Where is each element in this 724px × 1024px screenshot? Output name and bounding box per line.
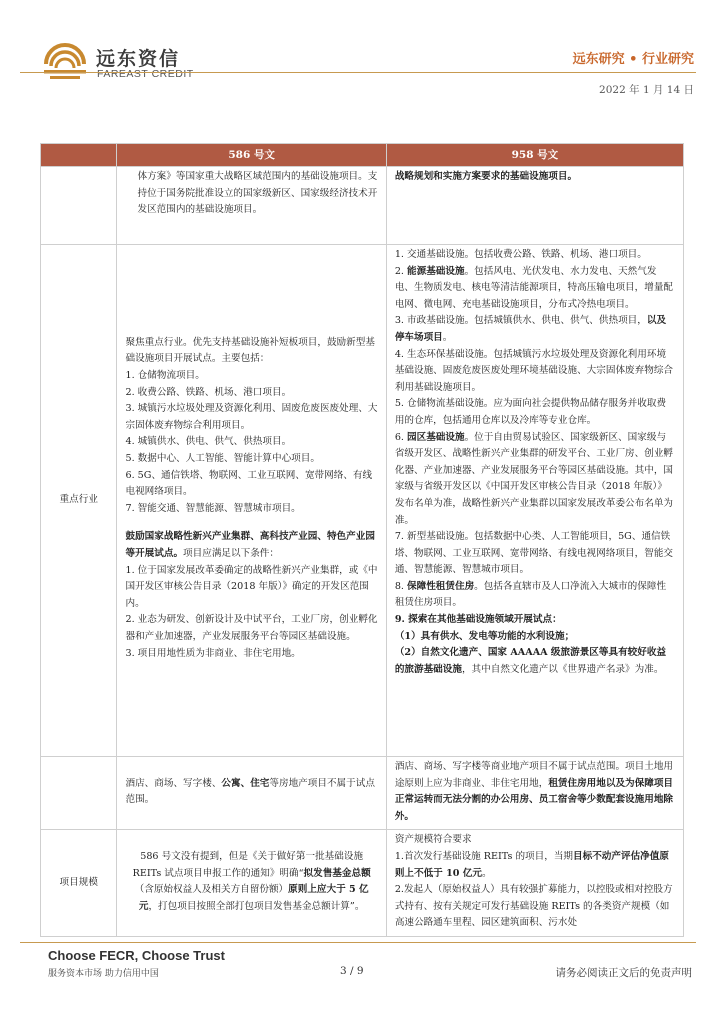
report-type: 远东研究 • 行业研究 [572,52,694,67]
plain-text: 586 号文没有提到，但是《关于做好第一批基础设施 REITs 试点项目申报工作的通知》明确“ [132,850,364,879]
plain-text: 酒店、商场、写字楼等商业地产项目不属于试点范围。项目土地用途原则上应为非商业、非住宅用地， [394,761,674,789]
list-item: 资产规模符合要求 [394,834,472,846]
plain-text: 交通基础设施。包括收费公路、铁路、机场、港口项目。 [407,249,647,260]
row-label-key-industry: 重点行业 [41,245,117,757]
list-item [395,264,675,314]
cell-958-scale [386,830,683,937]
item-prefix: 3. [394,315,408,327]
list-item: 2. 业态为研发、创新设计及中试平台，工业厂房，创业孵化器和产业加速器，产业发展服务平台等园区基础设施。 [125,614,378,642]
page-header [0,0,724,110]
text-586-region: 体方案》等国家重大战略区域范围内的基础设施项目。支持位于国务院批准设立的国家级新区、国家级经济技术开发区范围内的基础设施项目。 [137,171,378,216]
list-item: 3. 项目用地性质为非商业、非住宅用地。 [125,647,301,659]
plain-text: 项目应满足以下条件： [183,547,279,559]
list-item: （1）具有供水、发电等功能的水利设施； [394,630,575,642]
plain-text: （含原始权益人及相关方自留份额） [134,884,289,896]
plain-text: 1.首次发行基础设施 REITs 的项目，当期 [394,850,574,862]
bold-text: （2）自然文化遗产、国家 AAAAA 级旅游景区等具有较好收益的旅游基础设施 [394,647,667,675]
item-prefix: 1. [394,249,408,260]
footer-rule [20,942,696,943]
plain-text: 。包括各直辖市及人口净流入大城市的保障性租赁住房项目。 [394,580,667,609]
bold-text: 能源基础设施 [407,265,465,277]
plain-text: 酒店、商场、写字楼、 [125,777,222,789]
list-item [395,529,675,579]
list-item [395,430,675,530]
bold-text: 园区基础设施 [407,431,465,443]
list-item: 5. 数据中心、人工智能、智能计算中心项目。 [125,453,320,465]
plain-text: 。 [482,867,492,879]
list-item: 6. 5G、通信铁塔、物联网、工业互联网、宽带网络、有线电视网络项目。 [125,469,373,498]
list-item [395,645,675,678]
text-586-scale [117,847,385,919]
header-958: 958 号文 [386,144,683,167]
list-item [395,247,675,264]
bold-text: 拟发售基金总额 [303,867,371,879]
cell-958-exclusion [386,757,683,830]
list-item: 1. 仓储物流项目。 [125,370,205,382]
row-label-empty [41,167,117,245]
plain-text: 新型基础设施。包括数据中心类、人工智能项目，5G、通信铁塔、物联网、工业互联网、宽带网络、有线电视网络项目，智能交通、智慧能源、智慧城市项目。 [394,531,674,576]
plain-text: 市政基础设施。包括城镇供水、供电、供气、供热项目， [407,315,647,327]
list-item: 7. 智能交通、智慧能源、智慧城市项目。 [125,502,301,514]
list-item [125,529,377,562]
item-prefix: 6. [394,431,408,443]
plain-text: ，打包项目按照全部打包项目发售基金总额计算”。 [148,900,365,912]
footer-disclaimer: 请务必阅读正文后的免责声明 [555,967,692,979]
bold-text: 鼓励国家战略性新兴产业集群、高科技产业园、特色产业园等开展试点。 [125,531,375,559]
text-958-region: 战略规划和实施方案要求的基础设施项目。 [394,171,578,182]
list-item: 3. 城镇污水垃圾处理及资源化利用、固废危废医废处理、大宗固体废弃物综合利用项目。 [125,403,378,431]
footer-slogan-sub: 服务资本市场 助力信用中国 [48,969,159,979]
bold-text: 原则上应大于 5 亿元 [138,884,369,912]
list-item [395,579,675,612]
item-prefix: 2. [394,265,408,277]
table-header-row [41,144,684,167]
page-number: 3 / 9 [340,965,364,977]
plain-text: ，其中自然文化遗产以《世界遗产名录》为准。 [461,663,664,675]
header-rule [20,72,696,73]
text-958-scale [387,830,683,936]
text-958-exclusion [387,757,683,829]
fareast-logo-icon [42,40,88,82]
plain-text: 。包括风电、光伏发电、水力发电、天然气发电、生物质发电、核电等清洁能源项目，特高压输电项目，增量配电网、微电网、充电基础设施项目，分布式冷热电项目。 [394,265,674,310]
cell-586-scale [117,830,386,937]
table-row [41,830,684,937]
list-item [395,313,675,346]
plain-text: 仓储物流基础设施。应为面向社会提供物品储存服务并收取费用的仓库，包括通用仓库以及冷库等专业仓库。 [394,398,667,426]
table-row [41,245,684,757]
list-item [395,347,675,397]
report-date: 2022 年 1 月 14 日 [599,84,694,96]
comparison-table [40,143,684,937]
list-item: 1. 位于国家发展改革委确定的战略性新兴产业集群，或《中国开发区审核公告目录（2018 年版）》确定的开发区范围内。 [125,564,378,609]
plain-text: 生态环保基础设施。包括城镇污水垃圾处理及资源化利用环境基础设施、固废危废医废处理环境基础设施、大宗固体废弃物综合利用基础设施项目。 [394,348,674,393]
list-586-industry [117,335,385,666]
bold-text: 公寓、住宅 [221,777,270,789]
cell-586-exclusion [117,757,386,830]
item-prefix: 8. [394,580,408,592]
header-blank [41,144,117,167]
list-item: 聚焦重点行业。优先支持基础设施补短板项目，鼓励新型基础设施项目开展试点。主要包括： [125,336,375,365]
bold-text: 保障性租赁住房 [407,580,475,592]
footer-slogan: Choose FECR, Choose Trust [48,948,225,963]
list-958-industry [387,245,683,682]
list-item: 9. 探索在其他基础设施领域开展试点： [394,614,562,626]
row-label-project-scale: 项目规模 [41,830,117,937]
plain-text: 。位于自由贸易试验区、国家级新区、国家级与省级开发区、战略性新兴产业集群的研发平台、工业厂房、创业孵化器、产业加速器、产业发展服务平台等园区基础设施。其中，国家级与省级开发区以《中国开发区审核公告目录（2018 年版）》发布名单为准，战略性新兴产业集群以国家发展改革委公布名单为准。 [394,431,674,526]
text-586-exclusion [117,774,385,813]
row-label-empty [41,757,117,830]
cell-958-region [386,167,683,245]
brand-name-en: FAREAST CREDIT [97,68,194,80]
item-prefix: 5. [394,398,408,410]
header-586: 586 号文 [117,144,386,167]
brand-name-cn: 远东资信 [96,48,181,70]
plain-text: 等房地产项目不属于试点范围。 [125,777,375,806]
list-item: 4. 城镇供水、供电、供气、供热项目。 [125,436,292,448]
list-item: 2.发起人（原始权益人）具有较强扩募能力，以控股或相对控股方式持有、按有关规定可发行基础设施 REITs 的各类资产规模（如高速公路通车里程、园区建筑面积、污水处 [394,884,673,929]
cell-586-industry [117,245,386,757]
item-prefix: 4. [394,348,408,360]
list-item [395,849,675,882]
list-item [395,396,675,429]
plain-text: 。 [442,331,453,343]
cell-586-region [117,167,386,245]
bold-text: 以及停车场项目 [394,315,667,343]
list-item: 2. 收费公路、铁路、机场、港口项目。 [125,386,292,398]
cell-958-industry [386,245,683,757]
bold-text: 租赁住房用地以及为保障项目正常运转而无法分割的办公用房、员工宿舍等少数配套设施用地除外。 [394,777,674,822]
table-row [41,167,684,245]
table-row [41,757,684,830]
item-prefix: 7. [394,531,408,543]
bold-text: 目标不动产评估净值原则上不低于 10 亿元 [394,850,669,879]
